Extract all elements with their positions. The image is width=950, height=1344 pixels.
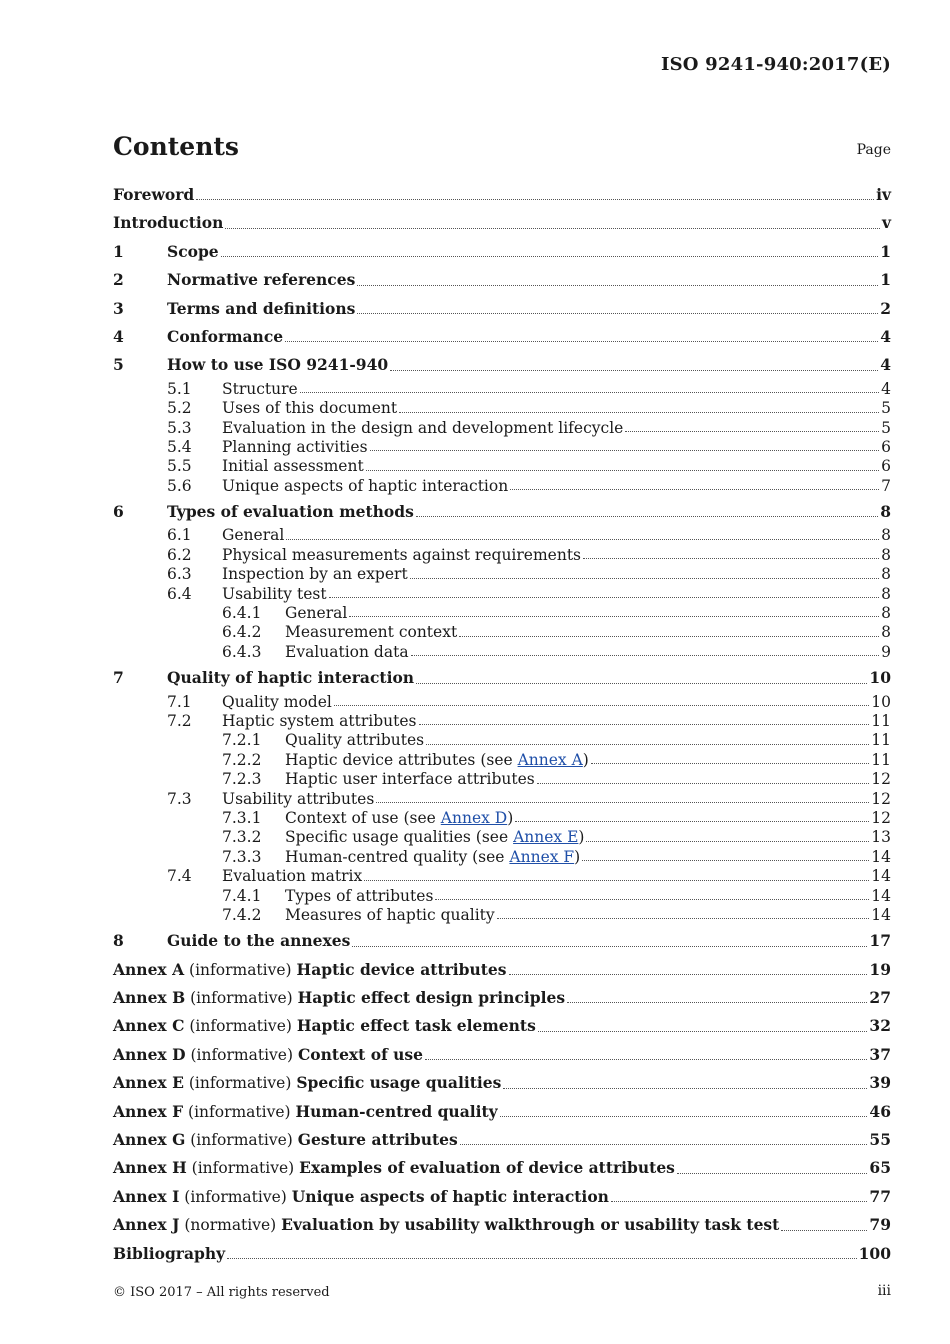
toc-entry-page: 17	[869, 931, 891, 951]
toc-entry[interactable]	[113, 956, 891, 984]
annex-title: Evaluation by usability walkthrough or usability task test	[281, 1215, 780, 1235]
toc-entry-page: 65	[869, 1158, 891, 1178]
dot-leader	[500, 1116, 868, 1117]
annex-title: Haptic device attributes	[296, 959, 507, 979]
dot-leader	[419, 724, 870, 725]
toc-entry-page: 14	[871, 905, 891, 924]
toc-entry-title: Normative references	[167, 270, 356, 290]
annex-label: Annex C	[113, 1016, 185, 1036]
toc-entry-number: 7.3.1	[222, 808, 262, 827]
toc-entry-title	[113, 1012, 536, 1040]
toc-entry[interactable]	[113, 1012, 891, 1040]
annex-cross-reference-link[interactable]: Annex D	[440, 808, 508, 827]
annex-cross-reference-link[interactable]: Annex A	[517, 750, 583, 769]
toc-entry-page: 7	[881, 476, 891, 495]
toc-entry-title	[285, 809, 513, 828]
page-column-label: Page	[856, 142, 891, 158]
toc-entry-number: 6.4	[167, 584, 192, 603]
dot-leader	[509, 974, 868, 975]
toc-entry-number: 7.2.1	[222, 731, 262, 750]
toc-entry[interactable]	[113, 770, 891, 789]
toc-entry[interactable]	[113, 266, 891, 294]
annex-title: Specific usage qualities	[296, 1073, 502, 1093]
annex-cross-reference-link[interactable]: Annex E	[513, 828, 579, 847]
toc-entry-title: Physical measurements against requirements	[222, 545, 581, 564]
toc-entry-title: Structure	[222, 379, 298, 398]
toc-entry-page: 46	[869, 1101, 891, 1121]
toc-entry-number: 5.2	[167, 399, 192, 418]
annex-type: (informative)	[190, 1131, 293, 1150]
dot-leader	[410, 578, 879, 579]
toc-entry-title: Types of evaluation methods	[167, 502, 414, 522]
toc-entry-title	[113, 984, 565, 1012]
toc-entry-title: Introduction	[113, 213, 224, 233]
toc-entry-number: 6.2	[167, 545, 192, 564]
dot-leader	[349, 616, 879, 617]
toc-entry-title: Haptic user interface attributes	[285, 770, 535, 789]
annex-type: (informative)	[190, 1045, 294, 1064]
annex-label: Annex F	[113, 1101, 184, 1121]
toc-entry-page: 10	[869, 668, 891, 688]
toc-entry[interactable]	[113, 380, 891, 399]
annex-type: (normative)	[184, 1216, 277, 1235]
toc-entry-page: 6	[881, 457, 891, 476]
toc-entry-number: 2	[113, 270, 124, 290]
toc-entry-title: Quality model	[222, 692, 332, 711]
toc-entry[interactable]	[113, 984, 891, 1012]
toc-entry-page: 6	[881, 437, 891, 456]
toc-entry[interactable]	[113, 623, 891, 642]
toc-entry[interactable]	[113, 1154, 891, 1182]
toc-entry[interactable]	[113, 181, 891, 209]
toc-entry-title: General	[285, 604, 348, 623]
toc-entry-page: 12	[871, 770, 891, 789]
annex-type: (informative)	[188, 1074, 292, 1093]
toc-entry-title-suffix: )	[578, 828, 585, 847]
toc-entry-page: 14	[871, 886, 891, 905]
toc-entry-page: v	[881, 213, 891, 233]
toc-entry-title	[113, 1098, 498, 1126]
toc-entry-title: Foreword	[113, 185, 195, 204]
dot-leader	[370, 450, 880, 451]
annex-label: Annex A	[113, 959, 185, 979]
toc-entry-title: Scope	[167, 241, 219, 261]
toc-entry-title-suffix: )	[574, 847, 581, 866]
toc-entry[interactable]	[113, 526, 891, 545]
toc-entry[interactable]	[113, 399, 891, 418]
annex-title: Examples of evaluation of device attributes	[299, 1158, 675, 1178]
dot-leader	[364, 880, 869, 881]
toc-entry-number: 6	[113, 502, 124, 522]
toc-entry-page: 8	[880, 502, 891, 522]
annex-type: (informative)	[189, 1017, 292, 1036]
dot-leader	[352, 946, 867, 947]
toc-entry-page: 32	[869, 1016, 891, 1036]
toc-entry-number: 5.1	[167, 379, 192, 398]
dot-leader	[567, 1002, 867, 1003]
toc-entry[interactable]	[113, 477, 891, 496]
toc-entry-number: 8	[113, 931, 124, 951]
annex-type: (informative)	[188, 1102, 291, 1121]
toc-entry[interactable]	[113, 693, 891, 712]
toc-entry-number: 7.2.3	[222, 770, 262, 789]
dot-leader	[781, 1230, 867, 1231]
toc-entry-number: 7.4.2	[222, 905, 262, 924]
toc-entry[interactable]	[113, 546, 891, 565]
toc-entry-page: 8	[881, 604, 891, 623]
toc-entry-number: 5	[113, 355, 124, 375]
toc-entry-title-suffix: )	[582, 750, 589, 769]
toc-entry[interactable]	[113, 1126, 891, 1154]
toc-entry-page: 39	[869, 1073, 891, 1093]
toc-entry-page: 100	[858, 1243, 891, 1263]
document-id: ISO 9241-940:2017(E)	[660, 54, 891, 75]
toc-entry[interactable]	[113, 1240, 891, 1268]
toc-entry[interactable]	[113, 351, 891, 379]
toc-entry-title: How to use ISO 9241-940	[167, 355, 389, 375]
toc-entry[interactable]	[113, 209, 891, 237]
toc-entry-page: 8	[881, 526, 891, 545]
toc-entry-title: Unique aspects of haptic interaction	[222, 476, 509, 495]
toc-entry-title: General	[222, 526, 285, 545]
toc-entry-title	[285, 751, 589, 770]
toc-entry-title	[113, 1069, 501, 1097]
toc-entry[interactable]	[113, 1183, 891, 1211]
toc-entry-page: 55	[869, 1130, 891, 1150]
toc-entry-page: 11	[871, 731, 891, 750]
toc-entry-page: iv	[876, 185, 891, 204]
dot-leader	[510, 489, 879, 490]
toc-entry[interactable]	[113, 828, 891, 847]
toc-entry-title: Evaluation data	[285, 642, 409, 661]
dot-leader	[586, 841, 869, 842]
dot-leader	[677, 1173, 868, 1174]
annex-label: Annex G	[113, 1130, 186, 1150]
toc-entry-title	[285, 848, 580, 867]
toc-entry-page: 5	[881, 399, 891, 418]
toc-entry-page: 5	[881, 418, 891, 437]
toc-entry-title: Terms and definitions	[167, 298, 356, 318]
toc-entry-title	[285, 828, 584, 847]
toc-entry-page: 77	[869, 1186, 891, 1206]
dot-leader	[426, 744, 869, 745]
toc-entry[interactable]	[113, 848, 891, 867]
dot-leader	[221, 256, 879, 257]
toc-entry-page: 4	[880, 355, 891, 375]
dot-leader	[300, 392, 879, 393]
dot-leader	[416, 683, 867, 684]
toc-entry[interactable]	[113, 238, 891, 266]
toc-entry-title: Haptic system attributes	[222, 711, 417, 730]
toc-entry-number: 6.4.2	[222, 623, 262, 642]
toc-entry-page: 14	[871, 847, 891, 866]
toc-entry[interactable]	[113, 664, 891, 692]
toc-entry-number: 5.5	[167, 457, 192, 476]
annex-type: (informative)	[189, 960, 292, 979]
toc-entry-number: 5.4	[167, 437, 192, 456]
dot-leader	[583, 558, 879, 559]
toc-entry-title	[113, 1126, 458, 1154]
toc-entry-page: 8	[881, 545, 891, 564]
toc-entry-title: Bibliography	[113, 1243, 226, 1263]
toc-entry-title-suffix: )	[507, 808, 514, 827]
toc-entry-title: Planning activities	[222, 437, 368, 456]
dot-leader	[625, 431, 879, 432]
toc-entry[interactable]	[113, 809, 891, 828]
toc-entry-number: 7.3.2	[222, 828, 262, 847]
toc-entry-title: Inspection by an expert	[222, 565, 408, 584]
toc-entry-number: 7.2.2	[222, 750, 262, 769]
annex-label: Annex H	[113, 1158, 187, 1178]
toc-entry-title: Usability attributes	[222, 789, 375, 808]
toc-entry[interactable]	[113, 498, 891, 526]
toc-entry[interactable]	[113, 419, 891, 438]
toc-entry-page: 1	[880, 270, 891, 290]
toc-entry-page: 2	[880, 298, 891, 318]
toc-entry-page: 8	[881, 623, 891, 642]
annex-title: Context of use	[297, 1044, 423, 1064]
toc-entry-page: 14	[871, 867, 891, 886]
dot-leader	[329, 597, 880, 598]
toc-entry-title: Types of attributes	[285, 886, 434, 905]
dot-leader	[390, 370, 878, 371]
toc-entry-number: 5.6	[167, 476, 192, 495]
dot-leader	[537, 783, 870, 784]
toc-entry-title-text: Human-centred quality (see	[285, 847, 510, 866]
dot-leader	[582, 860, 869, 861]
toc-entry-page: 8	[881, 584, 891, 603]
page-title: Contents	[113, 132, 240, 161]
dot-leader	[503, 1088, 867, 1089]
table-of-contents	[113, 181, 891, 1268]
toc-entry-number: 7.1	[167, 692, 192, 711]
dot-leader	[411, 655, 880, 656]
toc-entry[interactable]	[113, 906, 891, 925]
annex-title: Gesture attributes	[297, 1130, 458, 1150]
toc-entry-number: 4	[113, 326, 124, 346]
toc-entry-page: 19	[869, 959, 891, 979]
toc-entry-number: 7.3	[167, 789, 192, 808]
dot-leader	[399, 412, 879, 413]
toc-entry-title-text: Context of use (see	[285, 808, 441, 827]
dot-leader	[334, 705, 869, 706]
copyright-notice: © ISO 2017 – All rights reserved	[113, 1285, 330, 1300]
toc-entry-page: 10	[871, 692, 891, 711]
toc-entry-number: 7.4.1	[222, 886, 262, 905]
dot-leader	[538, 1031, 868, 1032]
toc-entry-title	[113, 1154, 675, 1182]
toc-entry-title: Initial assessment	[222, 457, 364, 476]
toc-entry-number: 6.3	[167, 565, 192, 584]
annex-title: Human-centred quality	[295, 1101, 498, 1121]
annex-label: Annex J	[113, 1215, 180, 1235]
annex-type: (informative)	[190, 989, 293, 1008]
dot-leader	[286, 539, 879, 540]
toc-entry-page: 79	[869, 1215, 891, 1235]
dot-leader	[376, 802, 869, 803]
toc-entry-number: 6.4.1	[222, 604, 262, 623]
toc-entry-page: 11	[871, 711, 891, 730]
dot-leader	[425, 1059, 867, 1060]
toc-entry[interactable]	[113, 457, 891, 476]
toc-entry-title: Usability test	[222, 584, 327, 603]
toc-entry[interactable]	[113, 643, 891, 662]
toc-entry-title	[113, 956, 507, 984]
toc-entry-number: 6.1	[167, 526, 192, 545]
toc-entry[interactable]	[113, 438, 891, 457]
toc-entry-page: 12	[871, 789, 891, 808]
toc-entry-number: 5.3	[167, 418, 192, 437]
toc-entry-page: 9	[881, 642, 891, 661]
toc-entry-number: 7	[113, 668, 124, 688]
dot-leader	[497, 918, 870, 919]
toc-entry[interactable]	[113, 927, 891, 955]
annex-cross-reference-link[interactable]: Annex F	[509, 847, 575, 866]
toc-entry[interactable]	[113, 585, 891, 604]
dot-leader	[366, 470, 879, 471]
toc-entry-title: Measurement context	[285, 623, 458, 642]
dot-leader	[459, 636, 879, 637]
toc-entry[interactable]	[113, 712, 891, 731]
toc-entry-page: 4	[881, 379, 891, 398]
dot-leader	[611, 1201, 867, 1202]
toc-entry-page: 11	[871, 750, 891, 769]
toc-entry-number: 3	[113, 298, 124, 318]
toc-entry-page: 12	[871, 808, 891, 827]
toc-entry-page: 4	[880, 326, 891, 346]
toc-entry-title-text: Haptic device attributes (see	[285, 750, 518, 769]
dot-leader	[435, 899, 869, 900]
toc-entry[interactable]	[113, 751, 891, 770]
toc-entry[interactable]	[113, 867, 891, 886]
dot-leader	[357, 313, 878, 314]
dot-leader	[591, 763, 869, 764]
annex-label: Annex B	[113, 988, 186, 1008]
toc-entry-title: Quality attributes	[285, 731, 425, 750]
toc-entry-number: 1	[113, 241, 124, 261]
toc-entry-title-text: Specific usage qualities (see	[285, 828, 514, 847]
annex-label: Annex D	[113, 1044, 186, 1064]
toc-entry-title: Evaluation in the design and development lifecycle	[222, 418, 624, 437]
toc-entry[interactable]	[113, 1211, 891, 1239]
toc-entry[interactable]	[113, 295, 891, 323]
toc-entry[interactable]	[113, 1098, 891, 1126]
toc-entry-page: 27	[869, 988, 891, 1008]
toc-entry-page: 37	[869, 1044, 891, 1064]
toc-entry[interactable]	[113, 323, 891, 351]
toc-entry[interactable]	[113, 1069, 891, 1097]
annex-title: Unique aspects of haptic interaction	[291, 1186, 609, 1206]
dot-leader	[460, 1144, 868, 1145]
toc-entry-title: Uses of this document	[222, 399, 398, 418]
toc-entry-title	[113, 1211, 779, 1239]
toc-entry[interactable]	[113, 731, 891, 750]
dot-leader	[227, 1258, 857, 1259]
annex-type: (informative)	[191, 1159, 295, 1178]
dot-leader	[515, 821, 869, 822]
toc-entry-page: 8	[881, 565, 891, 584]
toc-entry[interactable]	[113, 604, 891, 623]
dot-leader	[357, 285, 878, 286]
annex-title: Haptic effect design principles	[297, 988, 566, 1008]
toc-entry[interactable]	[113, 1041, 891, 1069]
toc-entry-number: 7.3.3	[222, 847, 262, 866]
dot-leader	[225, 228, 880, 229]
toc-entry-title: Conformance	[167, 326, 284, 346]
toc-entry-number: 7.4	[167, 867, 192, 886]
dot-leader	[196, 199, 874, 200]
toc-entry-title	[113, 1183, 609, 1211]
toc-entry-number: 7.2	[167, 711, 192, 730]
footer-page-number: iii	[877, 1283, 891, 1299]
toc-entry-page: 13	[871, 828, 891, 847]
annex-title: Haptic effect task elements	[296, 1016, 536, 1036]
toc-entry-title: Guide to the annexes	[167, 931, 351, 951]
annex-label: Annex E	[113, 1073, 184, 1093]
annex-label: Annex I	[113, 1186, 180, 1206]
dot-leader	[285, 341, 878, 342]
toc-entry[interactable]	[113, 565, 891, 584]
toc-entry-title: Quality of haptic interaction	[167, 668, 415, 688]
toc-entry-page: 1	[880, 241, 891, 261]
toc-entry-title: Measures of haptic quality	[285, 905, 495, 924]
toc-entry-title	[113, 1041, 423, 1069]
dot-leader	[416, 516, 878, 517]
toc-entry-title: Evaluation matrix	[222, 867, 363, 886]
toc-entry-number: 6.4.3	[222, 642, 262, 661]
annex-type: (informative)	[184, 1187, 287, 1206]
toc-entry[interactable]	[113, 790, 891, 809]
toc-entry[interactable]	[113, 887, 891, 906]
